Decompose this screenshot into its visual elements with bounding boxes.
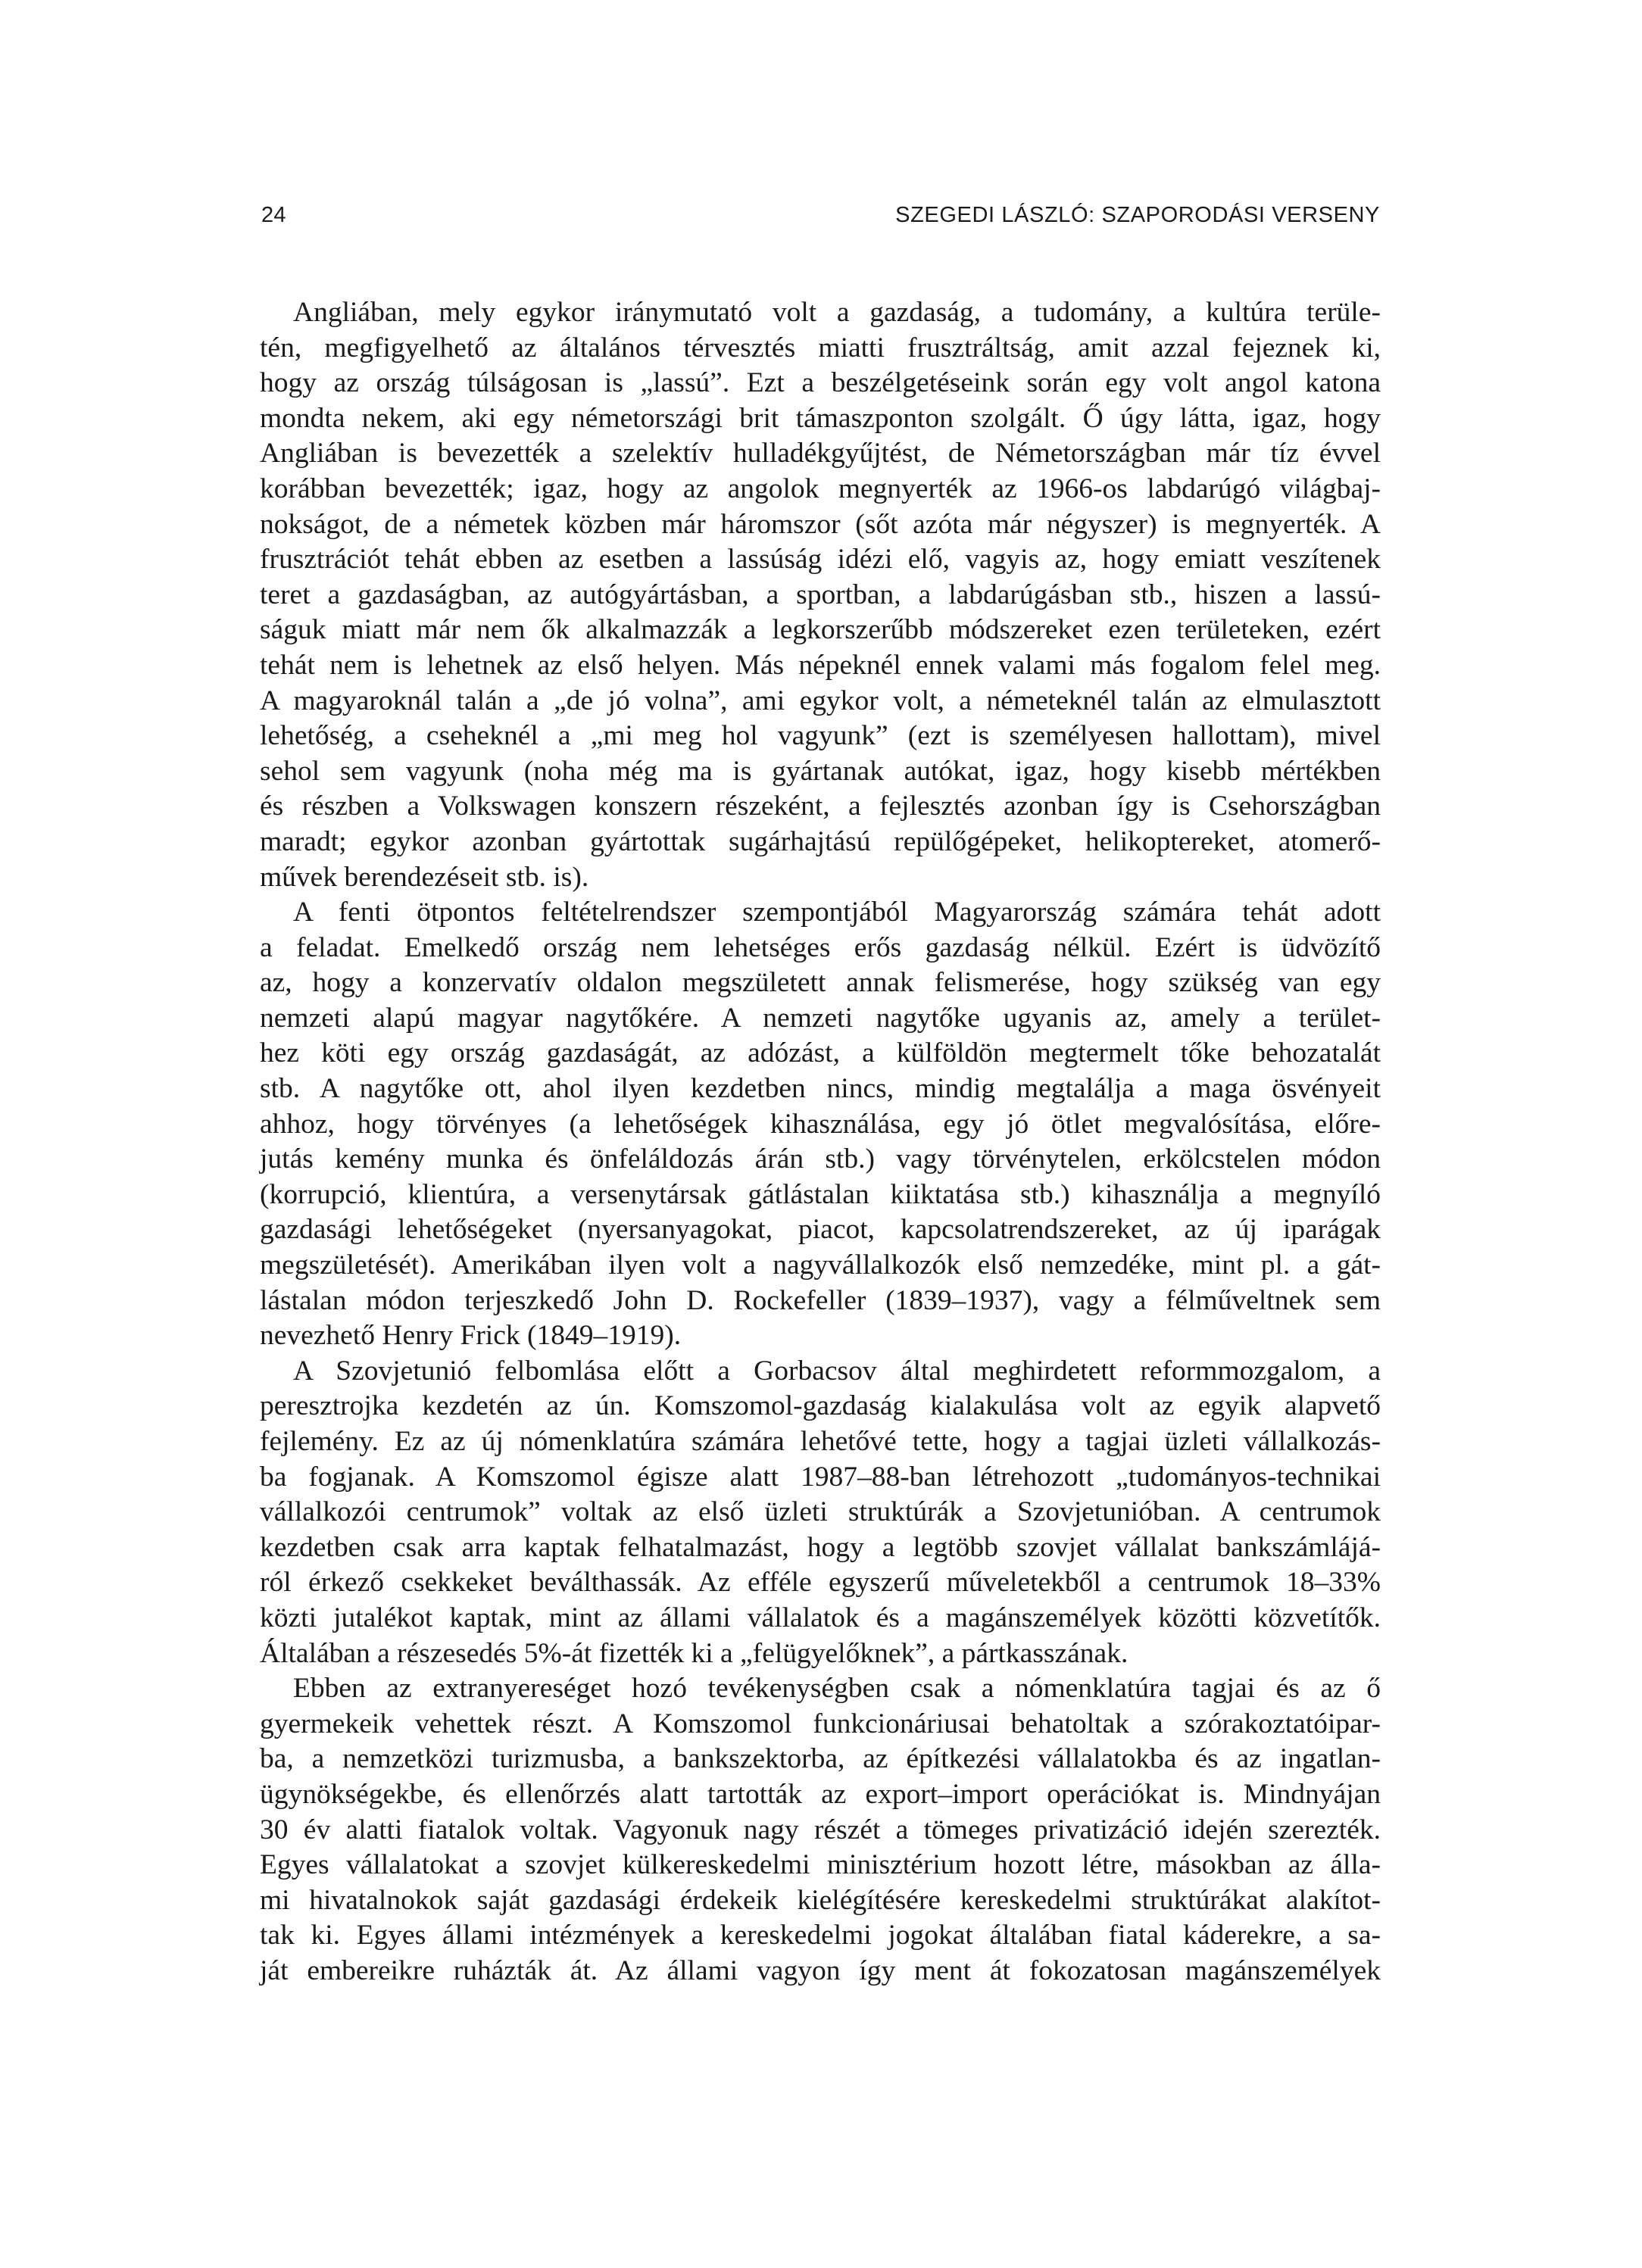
text-line: lástalan módon terjeszkedő John D. Rockefeller (1839–1937), vagy a félműveltnek sem: [260, 1284, 1381, 1316]
text-line: ba fogjanak. A Komszomol égisze alatt 1987–88-ban létrehozott „tudományos-technikai: [260, 1461, 1381, 1493]
text-line: maradt; egykor azonban gyártottak sugárhajtású repülőgépeket, helikoptereket, atomerő-: [260, 825, 1381, 857]
text-line: peresztrojka kezdetén az ún. Komszomol-gazdaság kialakulása volt az egyik alapvető: [260, 1390, 1381, 1422]
text-line: hez köti egy ország gazdaságát, az adózást, a külföldön megtermelt tőke behozatalát: [260, 1037, 1381, 1069]
body-text: [260, 295, 1381, 1989]
text-line: ját embereikre ruházták át. Az állami vagyon így ment át fokozatosan magánszemélyek: [260, 1954, 1381, 1986]
text-line: hogy az ország túlságosan is „lassú”. Ezt a beszélgetéseink során egy volt angol katona: [260, 367, 1381, 399]
text-line: a feladat. Emelkedő ország nem lehetséges erős gazdaság nélkül. Ezért is üdvözítő: [260, 931, 1381, 963]
text-line: tén, megfigyelhető az általános térvesztés miatti frusztráltság, amit azzal fejeznek ki,: [260, 332, 1381, 363]
text-line: stb. A nagytőke ott, ahol ilyen kezdetben nincs, mindig megtalálja a maga ösvényeit: [260, 1073, 1381, 1105]
text-line: Angliában is bevezették a szelektív hulladékgyűjtést, de Németországban már tíz évvel: [260, 438, 1381, 470]
text-line: Ebben az extranyereséget hozó tevékenységben csak a nómenklatúra tagjai és az ő: [293, 1673, 1381, 1705]
text-line: művek berendezéseit stb. is).: [260, 861, 589, 893]
text-line: fejlemény. Ez az új nómenklatúra számára lehetővé tette, hogy a tagjai üzleti vállalkozás-: [260, 1426, 1381, 1457]
text-line: ügynökségekbe, és ellenőrzés alatt tartották az export–import operációkat is. Mindnyájan: [260, 1778, 1381, 1810]
text-line: mi hivatalnokok saját gazdasági érdekeik kielégítésére kereskedelmi struktúrákat alakítot-: [260, 1884, 1381, 1916]
text-line: korábban bevezették; igaz, hogy az angolok megnyerték az 1966-os labdarúgó világbaj-: [260, 473, 1381, 504]
running-title: SZEGEDI LÁSZLÓ: SZAPORODÁSI VERSENY: [895, 203, 1380, 227]
text-line: nokságot, de a németek közben már háromszor (sőt azóta már négyszer) is megnyerték. A: [260, 508, 1381, 540]
text-line: ról érkező csekkeket beválthassák. Az efféle egyszerű műveletekből a centrumok 18–33%: [260, 1567, 1381, 1599]
text-line: ba, a nemzetközi turizmusba, a bankszektorba, az építkezési vállalatokba és az ingatlan-: [260, 1743, 1381, 1775]
text-line: A Szovjetunió felbomlása előtt a Gorbacsov által meghirdetett reformmozgalom, a: [293, 1355, 1381, 1387]
text-line: teret a gazdaságban, az autógyártásban, a sportban, a labdarúgásban stb., hiszen a lassú-: [260, 579, 1381, 610]
text-line: jutás kemény munka és önfeláldozás árán stb.) vagy törvénytelen, erkölcstelen módon: [260, 1143, 1381, 1175]
text-line: mondta nekem, aki egy németországi brit támaszponton szolgált. Ő úgy látta, igaz, hogy: [260, 402, 1381, 434]
running-header: [261, 203, 1380, 233]
text-line: ahhoz, hogy törvényes (a lehetőségek kihasználása, egy jó ötlet megvalósítása, előre-: [260, 1108, 1381, 1140]
text-line: nevezhető Henry Frick (1849–1919).: [260, 1320, 682, 1352]
text-line: nemzeti alapú magyar nagytőkére. A nemzeti nagytőke ugyanis az, amely a terület-: [260, 1002, 1381, 1034]
text-line: A fenti ötpontos feltételrendszer szempontjából Magyarország számára tehát adott: [293, 897, 1381, 928]
text-line: tehát nem is lehetnek az első helyen. Más népeknél ennek valami más fogalom felel meg.: [260, 649, 1381, 681]
text-line: ságuk miatt már nem ők alkalmazzák a legkorszerűbb módszereket ezen területeken, ezért: [260, 614, 1381, 646]
text-line: gazdasági lehetőségeket (nyersanyagokat, piacot, kapcsolatrendszereket, az új iparágak: [260, 1214, 1381, 1246]
text-line: megszületését). Amerikában ilyen volt a nagyvállalkozók első nemzedéke, mint pl. a gát-: [260, 1249, 1381, 1281]
text-line: Általában a részesedés 5%-át fizették ki a „felügyelőknek”, a pártkasszának.: [260, 1637, 1128, 1669]
text-line: sehol sem vagyunk (noha még ma is gyártanak autókat, igaz, hogy kisebb mértékben: [260, 755, 1381, 787]
text-line: Egyes vállalatokat a szovjet külkereskedelmi minisztérium hozott létre, másokban az álla-: [260, 1849, 1381, 1881]
page-number: 24: [261, 203, 286, 227]
text-line: tak ki. Egyes állami intézmények a kereskedelmi jogokat általában fiatal káderekre, a sa-: [260, 1920, 1381, 1951]
text-line: kezdetben csak arra kaptak felhatalmazást, hogy a legtöbb szovjet vállalat bankszámlájá-: [260, 1531, 1381, 1563]
text-line: Angliában, mely egykor iránymutató volt a gazdaság, a tudomány, a kultúra terüle-: [293, 297, 1381, 328]
text-line: és részben a Volkswagen konszern részeként, a fejlesztés azonban így is Csehországban: [260, 791, 1381, 822]
text-line: közti jutalékot kaptak, mint az állami vállalatok és a magánszemélyek közötti közvetítők.: [260, 1602, 1381, 1633]
text-line: frusztrációt tehát ebben az esetben a lassúság idézi elő, vagyis az, hogy emiatt veszítenek: [260, 544, 1381, 576]
text-line: A magyaroknál talán a „de jó volna”, ami egykor volt, a németeknél talán az elmulasztott: [260, 685, 1381, 716]
text-line: (korrupció, klientúra, a versenytársak gátlástalan kiiktatása stb.) kihasználja a megnyíló: [260, 1178, 1381, 1210]
text-line: az, hogy a konzervatív oldalon megszületett annak felismerése, hogy szükség van egy: [260, 967, 1381, 999]
text-line: gyermekeik vehettek részt. A Komszomol funkcionáriusai behatoltak a szórakoztatóipar-: [260, 1708, 1381, 1739]
text-line: lehetőség, a cseheknél a „mi meg hol vagyunk” (ezt is személyesen hallottam), mivel: [260, 720, 1381, 752]
text-line: 30 év alatti fiatalok voltak. Vagyonuk nagy részét a tömeges privatizáció idején szerezték.: [260, 1814, 1381, 1845]
text-line: vállalkozói centrumok” voltak az első üzleti struktúrák a Szovjetunióban. A centrumok: [260, 1496, 1381, 1528]
